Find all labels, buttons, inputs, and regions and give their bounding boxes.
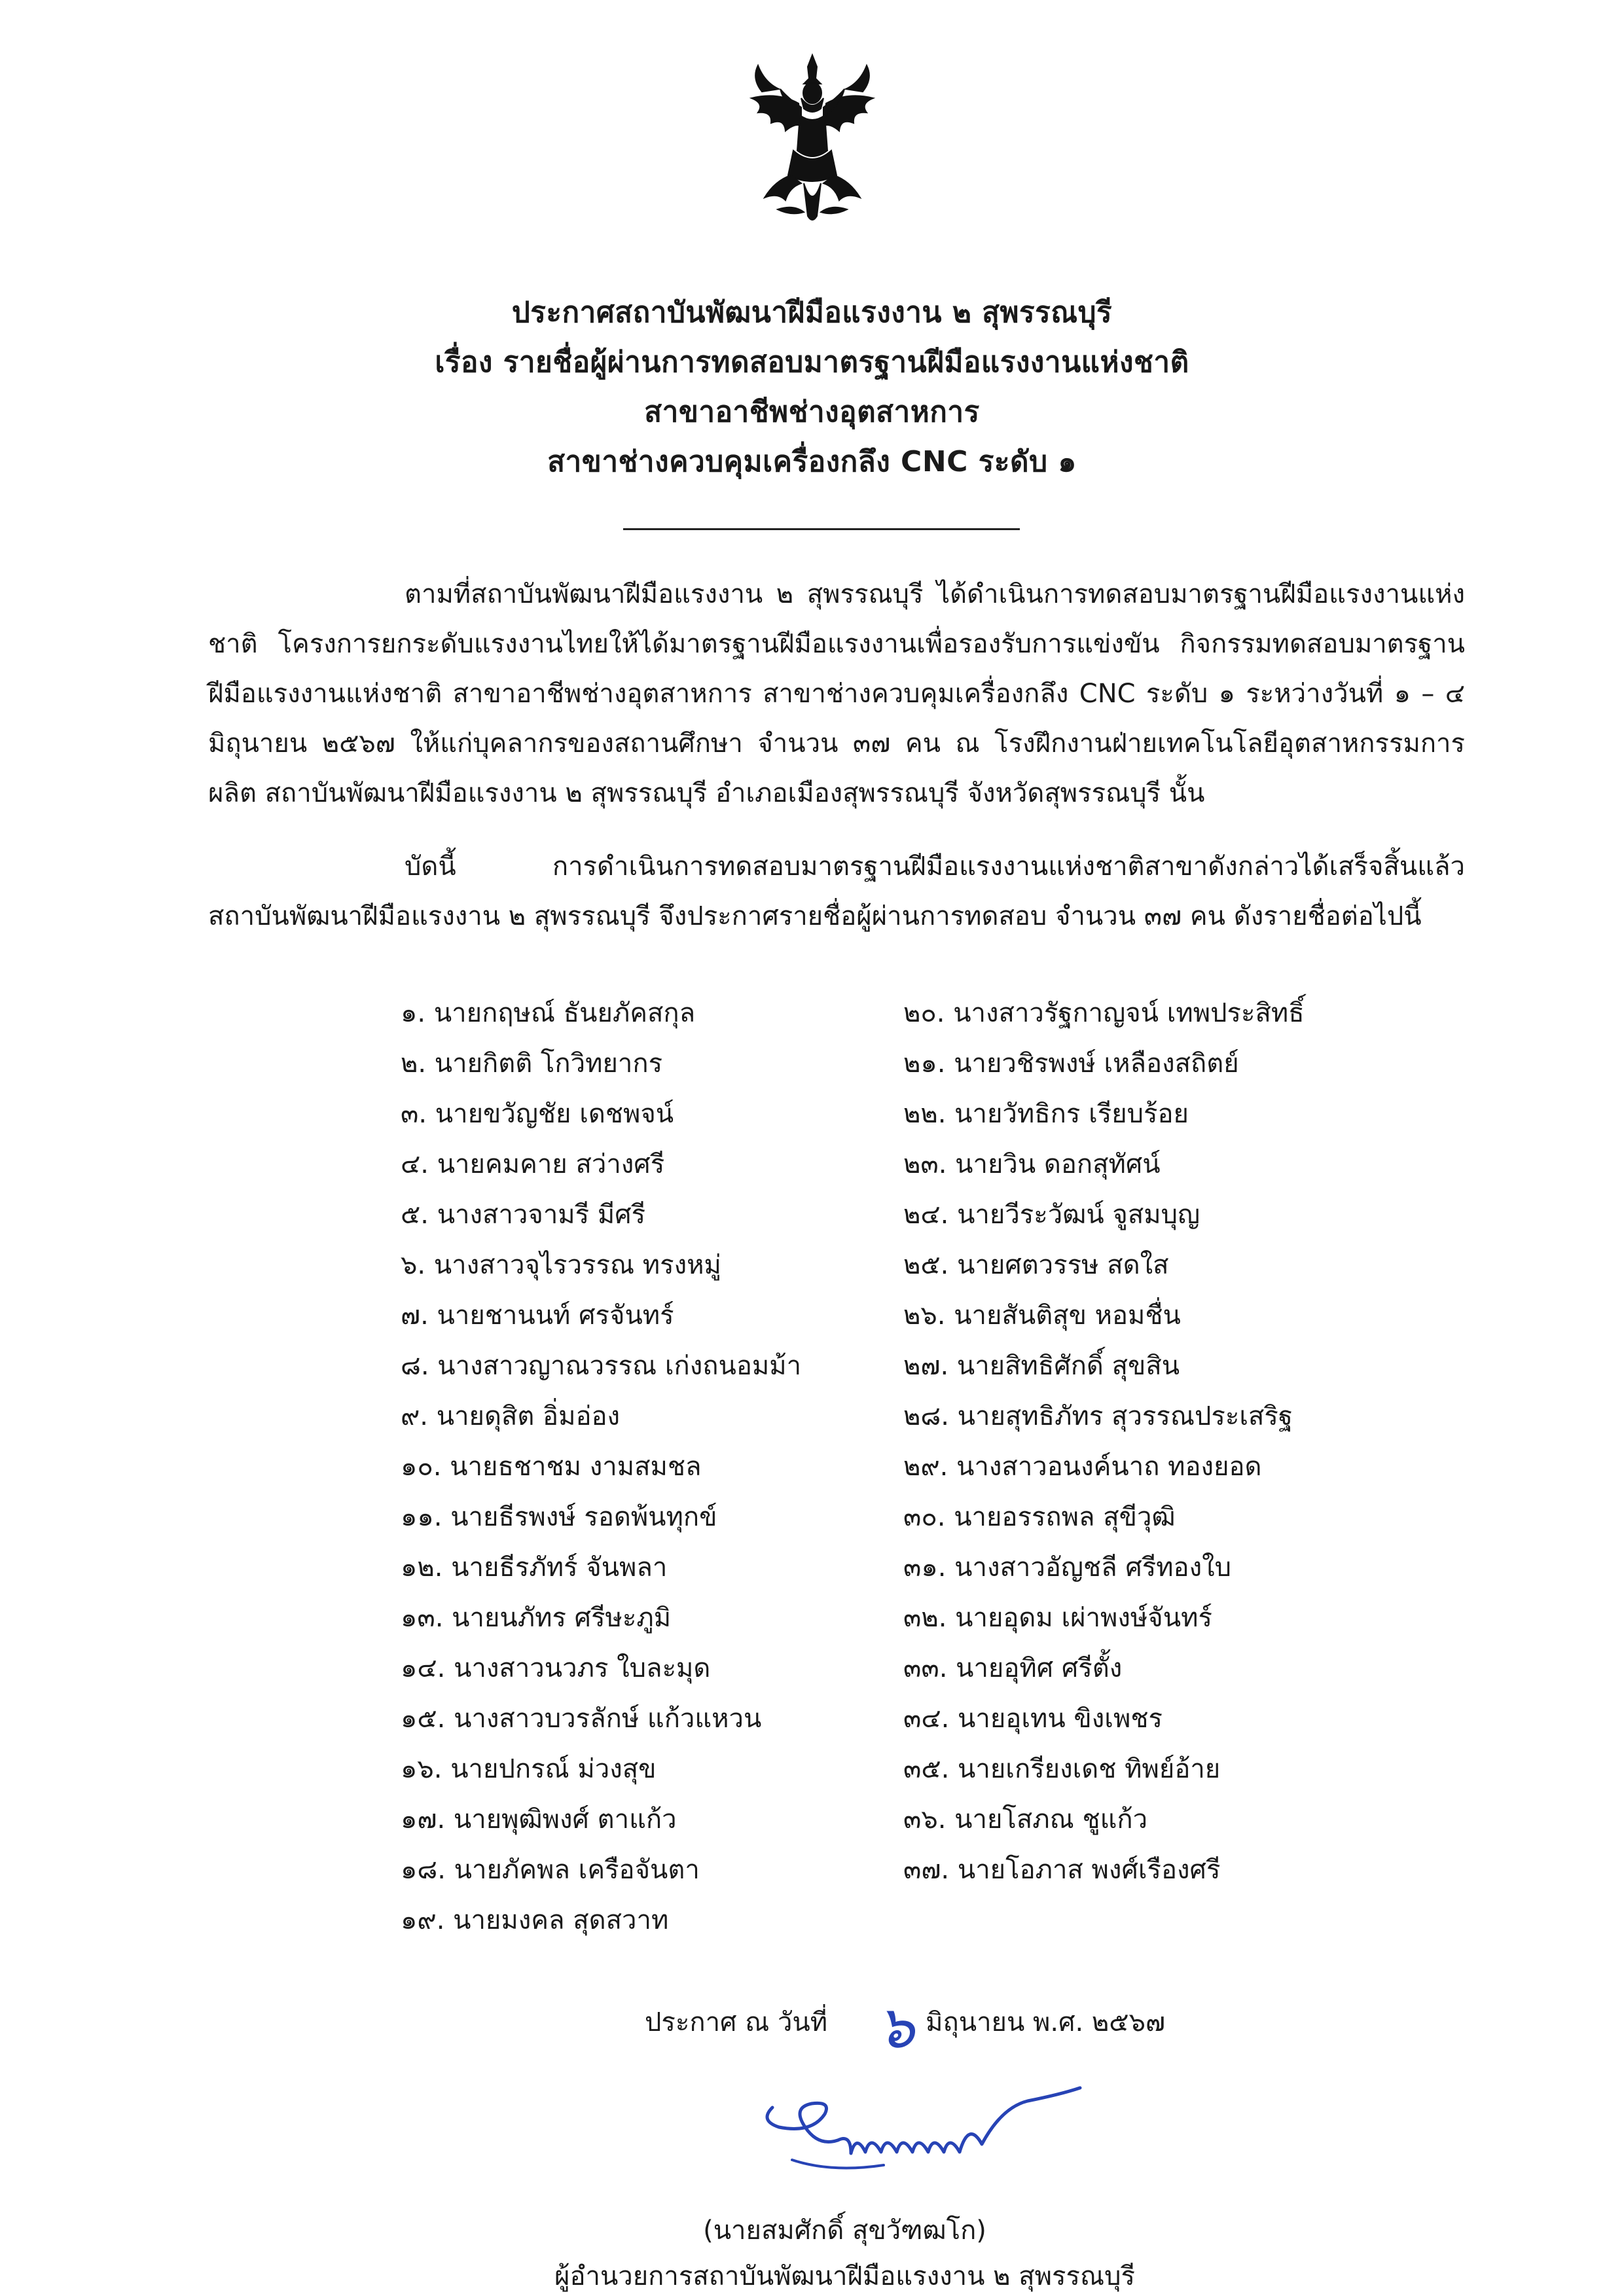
passed-name-item: ๒๐. นางสาวรัฐกาญจน์ เทพประสิทธิ์ [903, 998, 1305, 1028]
announcement-header [0, 288, 1624, 487]
header-branch: สาขาช่างควบคุมเครื่องกลึง CNC ระดับ ๑ [547, 445, 1077, 478]
passed-name-item: ๓๔. นายอุเทน ขิงเพชร [903, 1704, 1163, 1734]
body-paragraph-2 [208, 842, 1465, 941]
passed-name-item: ๔. นายคมคาย สว่างศรี [401, 1149, 665, 1179]
header-divider [623, 528, 1020, 530]
garuda-emblem-icon [738, 52, 886, 236]
signer-name: (นายสมศักดิ์ สุขวัฑฒโก) [703, 2215, 986, 2246]
passed-names-list-left [401, 988, 801, 1946]
passed-name-item: ๑๓. นายนภัทร ศรีษะภูมิ [401, 1603, 672, 1633]
passed-name-item: ๑๖. นายปกรณ์ ม่วงสุข [401, 1754, 657, 1784]
passed-name-item: ๒๙. นางสาวอนงค์นาถ ทองยอด [903, 1452, 1262, 1482]
passed-name-item: ๓๓. นายอุทิศ ศรีตั้ง [903, 1653, 1123, 1683]
passed-name-item: ๒๔. นายวีระวัฒน์ จูสมบุญ [903, 1200, 1200, 1230]
passed-name-item: ๓๐. นายอรรถพล สุขีวุฒิ [903, 1502, 1176, 1532]
passed-name-item: ๑๘. นายภัคพล เครือจันตา [401, 1855, 700, 1885]
passed-name-item: ๑๔. นางสาวนวภร ใบละมุด [401, 1653, 711, 1683]
passed-name-item: ๘. นางสาวญาณวรรณ เก่งถนอมม้า [401, 1351, 802, 1381]
passed-name-item: ๓๖. นายโสภณ ชูแก้ว [903, 1804, 1148, 1835]
passed-name-item: ๓๗. นายโอภาส พงศ์เรืองศรี [903, 1855, 1221, 1885]
passed-name-item: ๓๕. นายเกรียงเดช ทิพย์อ้าย [903, 1754, 1221, 1784]
passed-name-item: ๑๙. นายมงคล สุดสวาท [401, 1905, 669, 1935]
passed-name-item: ๓๒. นายอุดม เผ่าพงษ์จันทร์ [903, 1603, 1212, 1633]
paragraph-2-text: บัดนี้ การดำเนินการทดสอบมาตรฐานฝีมือแรงงานแห่งชาติสาขาดังกล่าวได้เสร็จสิ้นแล้ว สถาบันพัฒนาฝีมือแรงงาน ๒ สุพรรณบุรี จึงประกาศรายชื่อผู้ผ่านการทดสอบ จำนวน ๓๗ คน ดังรายชื่อต่อไปนี้ [208, 852, 1465, 931]
passed-name-item: ๒๒. นายวัทธิกร เรียบร้อย [903, 1099, 1189, 1129]
handwritten-signature [753, 2081, 1093, 2186]
header-issuer: ประกาศสถาบันพัฒนาฝีมือแรงงาน ๒ สุพรรณบุรี [511, 296, 1113, 329]
passed-name-item: ๗. นายชานนท์ ศรจันทร์ [401, 1300, 674, 1331]
passed-name-item: ๑๕. นางสาวบวรลักษ์ แก้วแหวน [401, 1704, 762, 1734]
passed-name-item: ๑๐. นายธชาชม งามสมชล [401, 1452, 702, 1482]
passed-names-list-right [903, 988, 1305, 1895]
passed-name-item: ๒๘. นายสุทธิภัทร สุวรรณประเสริฐ [903, 1401, 1293, 1431]
passed-name-item: ๒๗. นายสิทธิศักดิ์ สุขสิน [903, 1351, 1180, 1381]
passed-name-item: ๕. นางสาวจามรี มีศรี [401, 1200, 646, 1230]
passed-name-item: ๑. นายกฤษณ์ ธันยภัคสกุล [401, 998, 696, 1028]
passed-name-item: ๖. นางสาวจุไรวรรณ ทรงหมู่ [401, 1250, 721, 1280]
paragraph-1-text: ตามที่สถาบันพัฒนาฝีมือแรงงาน ๒ สุพรรณบุรี ได้ดำเนินการทดสอบมาตรฐานฝีมือแรงงานแห่งชาติ โครงการยกระดับแรงงานไทยให้ได้มาตรฐานฝีมือแรงงานเพื่อรองรับการแข่งขัน กิจกรรมทดสอบมาตรฐานฝีมือแรงงานแห่งชาติ สาขาอาชีพช่างอุตสาหการ สาขาช่างควบคุมเครื่องกลึง CNC ระดับ ๑ ระหว่างวันที่ ๑ – ๔ มิถุนายน ๒๕๖๗ ให้แก่บุคลากรของสถานศึกษา จำนวน ๓๗ คน ณ โรงฝึกงานฝ่ายเทคโนโลยีอุตสาหกรรมการผลิต สถาบันพัฒนาฝีมือแรงงาน ๒ สุพรรณบุรี อำเภอเมืองสุพรรณบุรี จังหวัดสุพรรณบุรี นั้น [208, 579, 1465, 808]
date-prefix: ประกาศ ณ วันที่ [645, 2007, 828, 2037]
signer-position: ผู้อำนวยการสถาบันพัฒนาฝีมือแรงงาน ๒ สุพรรณบุรี [554, 2261, 1135, 2291]
passed-name-item: ๑๗. นายพุฒิพงศ์ ตาแก้ว [401, 1804, 677, 1835]
handwritten-day: ๖ [877, 1993, 915, 2062]
passed-name-item: ๓. นายขวัญชัย เดชพจน์ [401, 1099, 674, 1129]
passed-name-item: ๒๖. นายสันติสุข หอมชื่น [903, 1300, 1181, 1331]
header-subject: เรื่อง รายชื่อผู้ผ่านการทดสอบมาตรฐานฝีมือแรงงานแห่งชาติ [435, 346, 1189, 379]
passed-name-item: ๒๕. นายศตวรรษ สดใส [903, 1250, 1169, 1280]
passed-name-item: ๑๑. นายธีรพงษ์ รอดพ้นทุกข์ [401, 1502, 717, 1532]
passed-name-item: ๒๑. นายวชิรพงษ์ เหลืองสถิตย์ [903, 1049, 1239, 1079]
header-occupation: สาขาอาชีพช่างอุตสาหการ [644, 395, 980, 429]
passed-name-item: ๙. นายดุสิต อิ่มอ่อง [401, 1401, 621, 1431]
passed-name-item: ๓๑. นางสาวอัญชลี ศรีทองใบ [903, 1552, 1232, 1583]
body-paragraph-1 [208, 569, 1465, 818]
passed-name-item: ๒๓. นายวิน ดอกสุทัศน์ [903, 1149, 1161, 1179]
passed-name-item: ๒. นายกิตติ โกวิทยากร [401, 1049, 663, 1079]
passed-name-item: ๑๒. นายธีรภัทร์ จันพลา [401, 1552, 668, 1583]
date-suffix: มิถุนายน พ.ศ. ๒๕๖๗ [926, 2007, 1166, 2037]
